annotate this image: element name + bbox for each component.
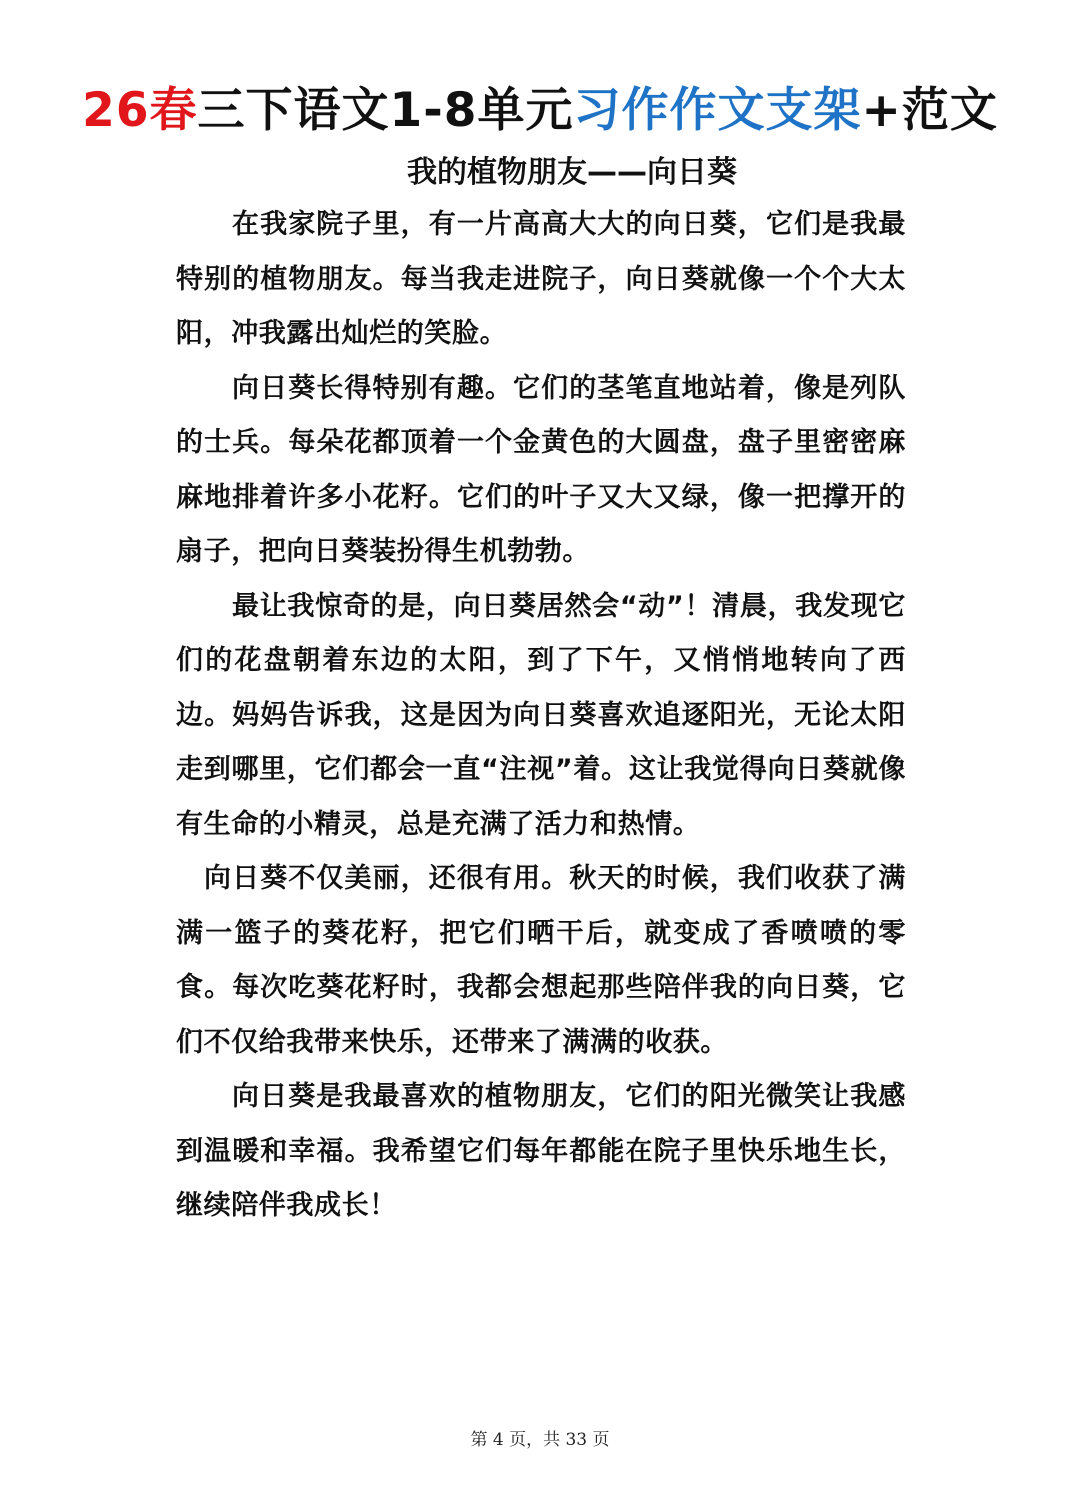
essay-paragraph: 向日葵是我最喜欢的植物朋友，它们的阳光微笑让我感到温暖和幸福。我希望它们每年都能在院子里快乐地生长，继续陪伴我成长！ bbox=[176, 1081, 906, 1221]
essay-paragraph: 向日葵长得特别有趣。它们的茎笔直地站着，像是列队的士兵。每朵花都顶着一个金黄色的大圆盘，盘子里密密麻麻地排着许多小花籽。它们的叶子又大又绿，像一把撑开的扇子，把向日葵装扮得生机勃勃。 bbox=[176, 372, 906, 567]
header-title-suffix: +范文 bbox=[861, 83, 998, 138]
header-title-grade-units: 三下语文1-8单元 bbox=[197, 83, 574, 138]
essay-title: 我的植物朋友——向日葵 bbox=[407, 155, 737, 190]
essay-paragraph: 最让我惊奇的是，向日葵居然会“动”！清晨，我发现它们的花盘朝着东边的太阳，到了下午，又悄悄地转向了西边。妈妈告诉我，这是因为向日葵喜欢追逐阳光，无论太阳走到哪里，它们都会一直“注视”着。这让我觉得向日葵就像有生命的小精灵，总是充满了活力和热情。 bbox=[176, 590, 906, 840]
essay-paragraph: 在我家院子里，有一片高高大大的向日葵，它们是我最特别的植物朋友。每当我走进院子，向日葵就像一个个大太阳，冲我露出灿烂的笑脸。 bbox=[176, 209, 906, 349]
header-title-year: 26春 bbox=[82, 83, 198, 138]
essay-paragraph: 向日葵不仅美丽，还很有用。秋天的时候，我们收获了满满一篮子的葵花籽，把它们晒干后，就变成了香喷喷的零食。每次吃葵花籽时，我都会想起那些陪伴我的向日葵，它们不仅给我带来快乐，还带来了满满的收获。 bbox=[176, 863, 906, 1058]
essay-body bbox=[176, 198, 906, 1234]
header-title-topic: 习作作文支架 bbox=[573, 83, 862, 138]
page-number-footer: 第 4 页，共 33 页 bbox=[470, 1430, 610, 1450]
document-header-title bbox=[0, 78, 1080, 144]
